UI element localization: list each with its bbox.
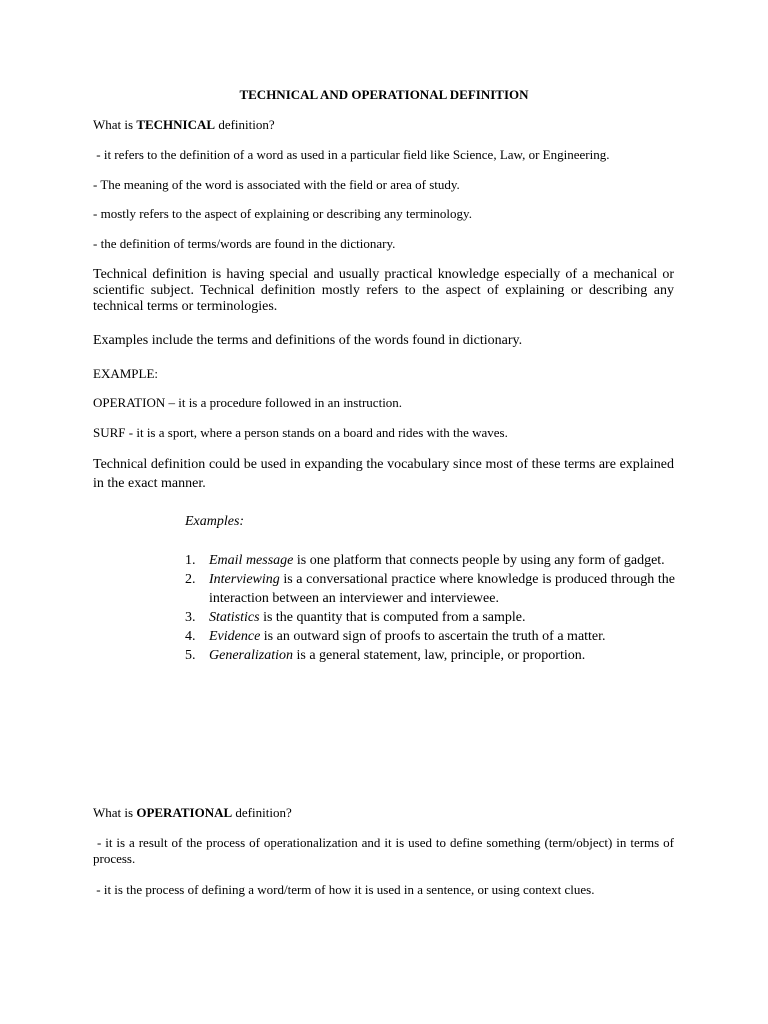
example-heading: EXAMPLE: xyxy=(93,366,158,381)
technical-question-prefix: What is xyxy=(93,117,137,132)
paragraph-technical-knowledge: Technical definition is having special and usually practical knowledge especially of a mechanical or scientific subject. Technical definition mostly refers to the aspect of explaining or describing any technical terms or terminologies. xyxy=(93,267,674,314)
list-item-term: Statistics xyxy=(209,610,260,625)
list-item-definition: is one platform that connects people by using any form of gadget. xyxy=(293,553,665,568)
example-surf: SURF - it is a sport, where a person stands on a board and rides with the waves. xyxy=(93,425,508,440)
list-item-term: Interviewing xyxy=(209,572,280,587)
list-item xyxy=(185,608,675,627)
list-item-number: 5. xyxy=(185,648,196,663)
list-item-definition: is a general statement, law, principle, or proportion. xyxy=(293,648,586,663)
technical-question-bold: TECHNICAL xyxy=(136,117,216,132)
example-operation: OPERATION – it is a procedure followed in an instruction. xyxy=(93,395,403,410)
paragraph-examples-dictionary: Examples include the terms and definitions of the words found in dictionary. xyxy=(93,333,523,348)
list-item-term: Generalization xyxy=(209,648,293,663)
list-item-definition: is an outward sign of proofs to ascertain the truth of a matter. xyxy=(260,629,606,644)
list-item-number: 4. xyxy=(185,629,196,644)
document-title: TECHNICAL AND OPERATIONAL DEFINITION xyxy=(239,87,529,102)
technical-question xyxy=(93,117,275,133)
list-item-number: 1. xyxy=(185,553,196,568)
technical-bullet-4: - the definition of terms/words are found in the dictionary. xyxy=(93,236,396,251)
operational-question-bold: OPERATIONAL xyxy=(136,805,233,820)
examples-list xyxy=(185,551,675,665)
technical-question-suffix: definition? xyxy=(215,117,275,132)
list-item xyxy=(185,627,675,646)
list-item-number: 3. xyxy=(185,610,196,625)
technical-bullet-2: - The meaning of the word is associated with the field or area of study. xyxy=(93,177,460,192)
list-item-text xyxy=(209,570,675,608)
list-item-text xyxy=(209,608,675,627)
operational-bullet-2: - it is the process of defining a word/term of how it is used in a sentence, or using context clues. xyxy=(93,882,595,897)
list-item xyxy=(185,551,675,570)
paragraph-vocabulary: Technical definition could be used in expanding the vocabulary since most of these terms are explained in the exact manner. xyxy=(93,457,674,491)
list-item-number: 2. xyxy=(185,572,196,587)
technical-bullet-3: - mostly refers to the aspect of explaining or describing any terminology. xyxy=(93,206,472,221)
operational-question-suffix: definition? xyxy=(232,805,292,820)
list-item-definition: is the quantity that is computed from a sample. xyxy=(259,610,526,625)
list-item-term: Evidence xyxy=(209,629,261,644)
list-item-term: Email message xyxy=(209,553,294,568)
list-item-text xyxy=(209,551,675,570)
operational-question xyxy=(93,805,292,821)
list-item xyxy=(185,570,675,608)
operational-bullet-1: - it is a result of the process of operationalization and it is used to define something (term/object) in terms of process. xyxy=(93,835,678,866)
operational-question-prefix: What is xyxy=(93,805,137,820)
list-item xyxy=(185,646,675,665)
list-item-text xyxy=(209,646,675,665)
examples-label: Examples: xyxy=(185,514,245,529)
technical-bullet-1: - it refers to the definition of a word as used in a particular field like Science, Law, or Engineering. xyxy=(93,147,610,162)
list-item-text xyxy=(209,627,675,646)
list-item-definition: is a conversational practice where knowledge is produced through the interaction between an interviewer and interviewee. xyxy=(209,572,675,606)
